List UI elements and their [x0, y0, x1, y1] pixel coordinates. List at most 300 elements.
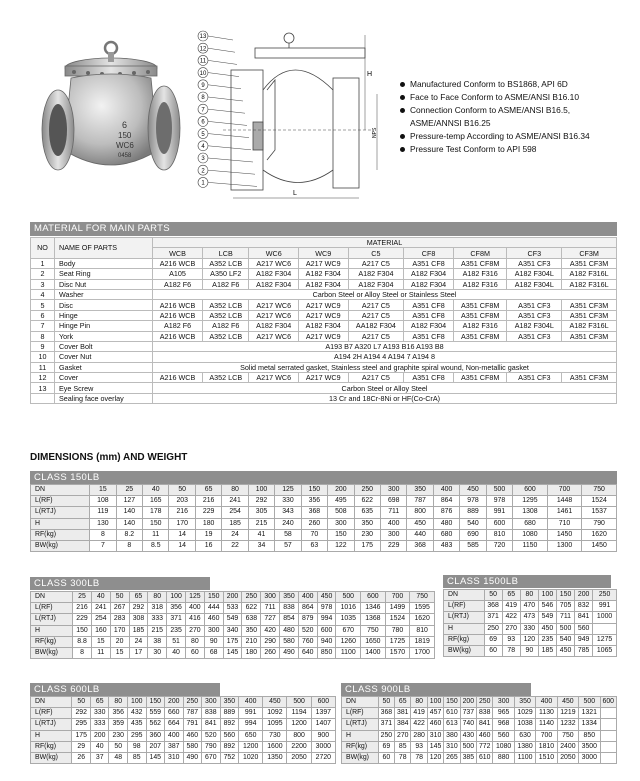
- row-label: L(RTJ): [31, 614, 73, 625]
- table-row: [31, 352, 617, 362]
- table-cell: 229: [195, 507, 221, 518]
- table-cell: Disc Nut: [55, 279, 153, 289]
- table-cell: 38: [148, 636, 167, 647]
- table-row: [444, 645, 617, 656]
- callout-number: 2: [201, 168, 205, 175]
- table-row: [31, 300, 617, 310]
- row-label: DN: [31, 485, 90, 496]
- header-cell: WC6: [249, 248, 299, 258]
- table-row: [31, 507, 617, 518]
- table-cell: 200: [575, 590, 593, 601]
- feature-text: ASME/ANNSI B16.25: [410, 118, 491, 128]
- table-cell: 125: [275, 485, 301, 496]
- table-row: [31, 321, 617, 331]
- table-cell: 560: [220, 730, 239, 741]
- table-cell: 80: [148, 592, 167, 603]
- table-cell: Carbon Steel or Alloy Steel: [153, 383, 617, 393]
- table-cell: 838: [477, 708, 493, 719]
- table-cell: 965: [493, 708, 514, 719]
- table-cell: 991: [593, 601, 617, 612]
- table-cell: 416: [185, 614, 204, 625]
- table-cell: 350: [514, 697, 535, 708]
- callout-number: 4: [201, 144, 205, 150]
- table-cell: 750: [582, 485, 617, 496]
- table-cell: A182 F304: [404, 321, 454, 331]
- table-row: [31, 540, 617, 551]
- table-cell: 1524: [582, 496, 617, 507]
- table-row: [31, 752, 336, 763]
- table-cell: 80: [185, 636, 204, 647]
- table-row: [31, 383, 617, 393]
- table-cell: 483: [433, 540, 459, 551]
- table-cell: A351 CF8: [404, 331, 454, 341]
- table-cell: 1650: [361, 636, 386, 647]
- table-cell: A352 LCB: [203, 258, 249, 268]
- table-cell: 473: [520, 612, 538, 623]
- row-label: BW(kg): [31, 647, 73, 658]
- table-cell: 165: [143, 496, 169, 507]
- table-cell: 150: [328, 529, 354, 540]
- table-cell: A182 F6: [153, 321, 203, 331]
- table-cell: 450: [407, 518, 433, 529]
- table-cell: 216: [195, 496, 221, 507]
- table-cell: 540: [556, 634, 574, 645]
- table-cell: 241: [91, 603, 110, 614]
- table-cell: A182 F304L: [507, 269, 562, 279]
- table-row: [444, 612, 617, 623]
- table-cell: 432: [127, 708, 146, 719]
- table-cell: 435: [127, 719, 146, 730]
- table-cell: 120: [520, 634, 538, 645]
- table-cell: 69: [484, 634, 502, 645]
- table-cell: 7: [90, 540, 116, 551]
- dimensions-title: DIMENSIONS (mm) AND WEIGHT: [30, 452, 188, 463]
- table-cell: 549: [538, 612, 556, 623]
- section-drawing: [193, 30, 388, 205]
- table-cell: 1100: [336, 647, 361, 658]
- table-cell: 150: [143, 518, 169, 529]
- row-label: L(RF): [444, 601, 485, 612]
- table-cell: 65: [195, 485, 221, 496]
- table-cell: 170: [110, 625, 129, 636]
- table-cell: A351 CF8: [404, 300, 454, 310]
- row-label: BW(kg): [444, 645, 485, 656]
- callout-number: 12: [199, 46, 207, 53]
- table-cell: 150: [204, 592, 223, 603]
- table-cell: 3000: [579, 752, 600, 763]
- table-cell: 1595: [410, 603, 435, 614]
- table-cell: 93: [411, 741, 427, 752]
- table-cell: 1700: [410, 647, 435, 658]
- table-cell: 380: [444, 730, 460, 741]
- table-cell: A217 WC6: [249, 310, 299, 320]
- table-cell: A182 F316L: [562, 279, 617, 289]
- table-row: [342, 752, 617, 763]
- table-cell: 24: [222, 529, 248, 540]
- table-cell: 330: [90, 708, 109, 719]
- row-label: BW(kg): [31, 540, 90, 551]
- table-cell: 387: [165, 741, 184, 752]
- table-cell: 300: [202, 697, 221, 708]
- table-row: [342, 730, 617, 741]
- table-cell: A182 F6: [203, 279, 249, 289]
- table-cell: 57: [275, 540, 301, 551]
- table-cell: 1035: [336, 614, 361, 625]
- table-cell: 698: [380, 496, 406, 507]
- table-cell: 2050: [287, 752, 311, 763]
- table-cell: Eye Screw: [55, 383, 153, 393]
- table-cell: 216: [73, 603, 92, 614]
- table-cell: 40: [90, 741, 109, 752]
- table-cell: 690: [460, 529, 486, 540]
- table-cell: 145: [427, 741, 443, 752]
- table-row: [31, 719, 336, 730]
- table-cell: 300: [328, 518, 354, 529]
- table-cell: 752: [220, 752, 239, 763]
- table-cell: 310: [427, 730, 443, 741]
- table-header-row: [31, 238, 617, 248]
- table-cell: A351 CF3M: [562, 258, 617, 268]
- table-cell: 267: [110, 603, 129, 614]
- table-cell: A351 CF8M: [453, 258, 507, 268]
- table-cell: AA182 F304: [348, 321, 404, 331]
- row-label: RF(kg): [342, 741, 379, 752]
- table-cell: A182 F316: [453, 321, 507, 331]
- table-cell: 3: [31, 279, 55, 289]
- table-cell: 876: [433, 507, 459, 518]
- photo-marking: 6: [122, 120, 128, 130]
- table-cell: A216 WCB: [153, 373, 203, 383]
- table-cell: 460: [204, 614, 223, 625]
- feature-item: [398, 130, 638, 143]
- table-cell: 150: [444, 697, 460, 708]
- table-cell: York: [55, 331, 153, 341]
- table-cell: 854: [280, 614, 299, 625]
- row-label: L(RF): [31, 708, 72, 719]
- table-row: [31, 269, 617, 279]
- callout-leader: [208, 73, 239, 77]
- table-cell: 640: [298, 647, 317, 658]
- table-cell: 500: [486, 485, 512, 496]
- table-cell: A194 2H A194 4 A194 7 A194 8: [153, 352, 617, 362]
- table-cell: 500: [556, 623, 574, 634]
- table-cell: 838: [280, 603, 299, 614]
- table-cell: 500: [579, 697, 600, 708]
- table-cell: 51: [167, 636, 186, 647]
- callout-number: 8: [201, 95, 205, 102]
- table-cell: 241: [222, 496, 248, 507]
- table-cell: Cover Nut: [55, 352, 153, 362]
- row-label: DN: [31, 592, 73, 603]
- table-cell: 422: [411, 719, 427, 730]
- table-cell: 994: [317, 614, 336, 625]
- table-cell: 119: [90, 507, 116, 518]
- table-cell: 371: [167, 614, 186, 625]
- table-cell: 2400: [557, 741, 578, 752]
- table-cell: A216 WCB: [153, 300, 203, 310]
- table-cell: 3000: [311, 741, 335, 752]
- table-cell: 90: [204, 636, 223, 647]
- table-cell: A217 WC6: [249, 300, 299, 310]
- table-cell: 1620: [582, 529, 617, 540]
- table-row: [31, 341, 617, 351]
- table-cell: 400: [185, 603, 204, 614]
- table-cell: 500: [336, 592, 361, 603]
- table-cell: 235: [167, 625, 186, 636]
- table-row: [31, 485, 617, 496]
- table-cell: 450: [460, 485, 486, 496]
- table-cell: 310: [165, 752, 184, 763]
- table-cell: 24: [129, 636, 148, 647]
- table-cell: 710: [547, 518, 582, 529]
- table-cell: 300: [380, 485, 406, 496]
- table-cell: 250: [242, 592, 261, 603]
- table-cell: 850: [579, 730, 600, 741]
- table-cell: 1350: [263, 752, 287, 763]
- table-cell: Hinge: [55, 310, 153, 320]
- material-table: [30, 237, 617, 404]
- dim-l: L: [293, 190, 297, 197]
- table-cell: 1448: [547, 496, 582, 507]
- table-cell: 1450: [582, 540, 617, 551]
- table-cell: 832: [575, 601, 593, 612]
- table-cell: 1065: [593, 645, 617, 656]
- header-cell: CF3: [507, 248, 562, 258]
- table-row: [31, 697, 336, 708]
- table-cell: 1200: [287, 719, 311, 730]
- row-label: H: [31, 730, 72, 741]
- table-cell: 635: [354, 507, 380, 518]
- table-cell: 949: [575, 634, 593, 645]
- table-cell: 991: [239, 708, 263, 719]
- table-cell: 58: [275, 529, 301, 540]
- table-cell: 200: [223, 592, 242, 603]
- row-label: L(RF): [31, 496, 90, 507]
- table-cell: 419: [502, 601, 520, 612]
- table-cell: 10: [31, 352, 55, 362]
- table-cell: 480: [433, 518, 459, 529]
- valve-photo: [36, 40, 186, 195]
- table-cell: 150: [73, 625, 92, 636]
- table-cell: [593, 623, 617, 634]
- table-cell: 450: [557, 697, 578, 708]
- table-cell: 791: [183, 719, 202, 730]
- table-cell: 270: [395, 730, 411, 741]
- table-cell: 892: [220, 719, 239, 730]
- table-cell: A217 WC9: [298, 331, 348, 341]
- table-cell: 150: [556, 590, 574, 601]
- table-cell: 254: [91, 614, 110, 625]
- table-cell: 1380: [514, 741, 535, 752]
- table-cell: 100: [167, 592, 186, 603]
- table-cell: 40: [91, 592, 110, 603]
- table-cell: 400: [433, 485, 459, 496]
- table-cell: Sealing face overlay: [55, 393, 153, 403]
- table-cell: [600, 741, 616, 752]
- table-row: [31, 603, 435, 614]
- table-row: [342, 719, 617, 730]
- table-cell: 78: [395, 752, 411, 763]
- table-cell: 400: [536, 697, 557, 708]
- row-label: BW(kg): [342, 752, 379, 763]
- row-label: L(RF): [342, 708, 379, 719]
- table-cell: 1407: [311, 719, 335, 730]
- table-cell: A351 CF3: [507, 310, 562, 320]
- table-cell: A217 WC6: [249, 258, 299, 268]
- class-1500-table: [443, 589, 617, 657]
- table-cell: 90: [520, 645, 538, 656]
- table-cell: 1000: [593, 612, 617, 623]
- table-cell: Cover Bolt: [55, 341, 153, 351]
- table-cell: 1524: [385, 614, 410, 625]
- table-cell: 700: [385, 592, 410, 603]
- table-cell: 12: [31, 373, 55, 383]
- table-cell: A351 CF8M: [453, 373, 507, 383]
- table-cell: 359: [109, 719, 128, 730]
- table-cell: 630: [514, 730, 535, 741]
- table-row: [31, 258, 617, 268]
- table-cell: 78: [411, 752, 427, 763]
- table-cell: 250: [354, 485, 380, 496]
- table-cell: 533: [223, 603, 242, 614]
- table-cell: A352 LCB: [203, 331, 249, 341]
- table-cell: A182 F316: [453, 279, 507, 289]
- table-row: [444, 590, 617, 601]
- table-cell: 210: [242, 636, 261, 647]
- table-cell: 40: [167, 647, 186, 658]
- feature-text: Pressure Test Conform to API 598: [410, 144, 537, 154]
- table-cell: 300: [261, 592, 280, 603]
- table-cell: A352 LCB: [203, 373, 249, 383]
- table-cell: 80: [411, 697, 427, 708]
- table-cell: 175: [354, 540, 380, 551]
- table-cell: 7: [31, 321, 55, 331]
- table-cell: 680: [513, 518, 548, 529]
- table-cell: 700: [536, 730, 557, 741]
- table-cell: 50: [378, 697, 394, 708]
- table-cell: 292: [248, 496, 274, 507]
- table-cell: 333: [148, 614, 167, 625]
- table-cell: 711: [380, 507, 406, 518]
- callout-leader: [208, 158, 253, 162]
- header-cell: NO: [31, 238, 55, 259]
- table-cell: 122: [328, 540, 354, 551]
- table-cell: 978: [486, 496, 512, 507]
- table-cell: A182 F304: [249, 279, 299, 289]
- table-cell: 968: [493, 719, 514, 730]
- header-cell: CF8: [404, 248, 454, 258]
- table-cell: 80: [109, 697, 128, 708]
- table-cell: 727: [261, 614, 280, 625]
- table-cell: 978: [317, 603, 336, 614]
- table-cell: 371: [484, 612, 502, 623]
- table-cell: 200: [328, 485, 354, 496]
- table-cell: 356: [301, 496, 327, 507]
- table-cell: 1295: [513, 496, 548, 507]
- table-cell: 490: [280, 647, 299, 658]
- table-cell: 8: [90, 529, 116, 540]
- table-cell: 48: [109, 752, 128, 763]
- table-cell: 790: [582, 518, 617, 529]
- table-cell: A217 C5: [348, 310, 404, 320]
- table-cell: 495: [328, 496, 354, 507]
- table-cell: 9: [31, 341, 55, 351]
- table-cell: A105: [153, 269, 203, 279]
- table-cell: 63: [301, 540, 327, 551]
- table-cell: 100: [538, 590, 556, 601]
- table-cell: 368: [301, 507, 327, 518]
- table-cell: 40: [143, 485, 169, 496]
- table-cell: 546: [538, 601, 556, 612]
- callout-number: 7: [201, 107, 205, 114]
- table-cell: 150: [301, 485, 327, 496]
- header-cell: WC9: [298, 248, 348, 258]
- row-label: H: [31, 518, 90, 529]
- table-cell: A351 CF8M: [453, 300, 507, 310]
- table-cell: 8.8: [73, 636, 92, 647]
- table-cell: 13: [31, 383, 55, 393]
- table-cell: 80: [222, 485, 248, 496]
- table-row: [31, 625, 435, 636]
- table-cell: 235: [538, 634, 556, 645]
- table-cell: 705: [556, 601, 574, 612]
- table-cell: 864: [433, 496, 459, 507]
- table-row: [31, 647, 435, 658]
- table-cell: 1810: [536, 741, 557, 752]
- table-cell: 864: [298, 603, 317, 614]
- table-cell: 230: [109, 730, 128, 741]
- table-cell: A352 LCB: [203, 310, 249, 320]
- class-150-title: CLASS 150LB: [30, 471, 617, 484]
- table-cell: 1092: [263, 708, 287, 719]
- table-cell: 490: [183, 752, 202, 763]
- callout-leader: [208, 121, 247, 125]
- header-cell: CF8M: [453, 248, 507, 258]
- table-cell: 1819: [410, 636, 435, 647]
- table-cell: Seat Ring: [55, 269, 153, 279]
- table-cell: 610: [477, 752, 493, 763]
- table-cell: 180: [242, 647, 261, 658]
- table-cell: 1080: [493, 741, 514, 752]
- table-cell: 1140: [536, 719, 557, 730]
- feature-text: Manufactured Conform to BS1868, API 6D: [410, 79, 568, 89]
- table-cell: 559: [146, 708, 165, 719]
- table-cell: A217 WC9: [298, 258, 348, 268]
- table-cell: 2720: [311, 752, 335, 763]
- table-cell: 400: [298, 592, 317, 603]
- table-cell: 308: [129, 614, 148, 625]
- row-label: RF(kg): [31, 529, 90, 540]
- table-cell: 460: [427, 719, 443, 730]
- table-cell: Washer: [55, 289, 153, 299]
- callout-leader: [208, 48, 235, 52]
- table-cell: 160: [91, 625, 110, 636]
- table-row: [342, 708, 617, 719]
- table-cell: 600: [361, 592, 386, 603]
- table-cell: 8: [116, 540, 142, 551]
- table-cell: 560: [493, 730, 514, 741]
- table-cell: 140: [116, 518, 142, 529]
- table-cell: 356: [167, 603, 186, 614]
- callout-number: 9: [201, 83, 205, 89]
- table-cell: 613: [444, 719, 460, 730]
- row-label: H: [31, 625, 73, 636]
- row-label: L(RTJ): [342, 719, 379, 730]
- table-row: [31, 529, 617, 540]
- row-label: DN: [31, 697, 72, 708]
- table-cell: 175: [72, 730, 91, 741]
- table-cell: 6: [31, 310, 55, 320]
